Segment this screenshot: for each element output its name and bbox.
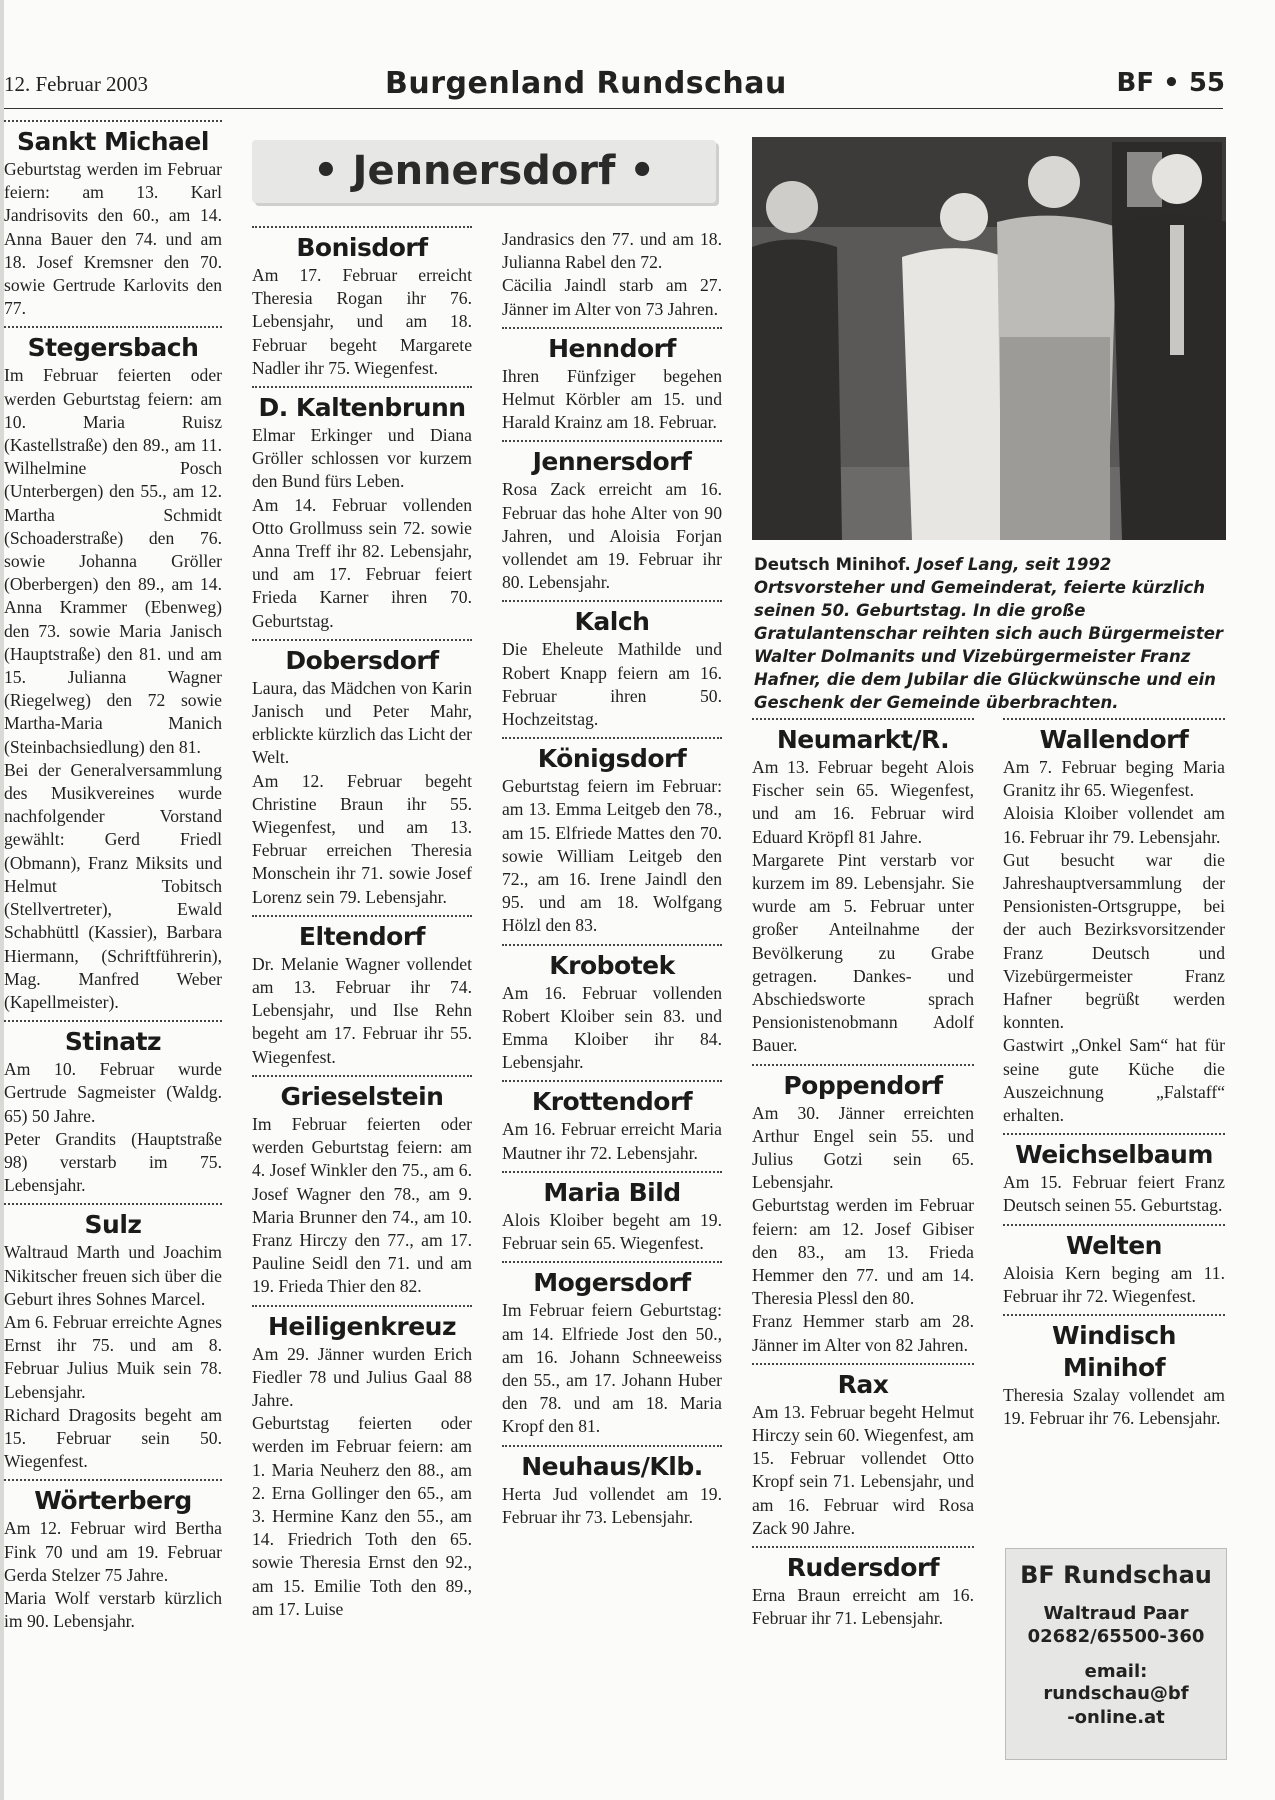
- contact-name: Waltraud Paar: [1043, 1603, 1189, 1624]
- section-dobersdorf: [252, 639, 472, 909]
- section-heading: Wallendorf: [1039, 725, 1189, 754]
- section-heading: Weichselbaum: [1015, 1140, 1213, 1170]
- contact-email-line-2: -online.at: [1067, 1707, 1165, 1728]
- section-paragraph: Im Februar feierten oder werden Geburtstag feiern: am 4. Josef Winkler den 75., am 6. Josef Wagner den 78., am 9. Maria Brunner den 74., am 10. Franz Hirczy den 77., am 17. Pauline Seidl den 71. und am 19. Frieda Thier den 82.: [252, 1113, 472, 1297]
- section-heading: Wörterberg: [34, 1486, 192, 1516]
- section-rax: [752, 1363, 974, 1540]
- section-paragraph: Am 10. Februar wurde Gertrude Sagmeister (Waldg. 65) 50 Jahre.: [4, 1059, 222, 1126]
- contact-brand: BF Rundschau: [1020, 1561, 1212, 1589]
- section-heading: Maria Bild: [543, 1177, 681, 1207]
- section-eltendorf: [252, 915, 472, 1069]
- section-wallendorf: [1003, 718, 1225, 1127]
- section-paragraph: Gastwirt „Onkel Sam“ hat für seine gute Küche die Auszeichnung „Falstaff“ erhalten.: [1003, 1035, 1225, 1126]
- section-heading: Neuhaus/Klb.: [521, 1451, 703, 1481]
- section-paragraph: Im Februar feierten oder werden Geburtstag feiern: am 10. Maria Ruisz (Kastellstraße) den 89., am 11. Wilhelmine Posch (Unterbergen) den 55., am 12. Martha Schmidt (Schoaderstraße) den 76. sowie Johanna Gröller (Oberbergen) den 89., am 14. Anna Krammer (Ebenweg) den 73. sowie Maria Janisch (Hauptstraße) den 81. und am 15. Julianna Wagner (Riegelweg) den 72 sowie Martha-Maria Manich (Steinbachsiedlung) den 81.: [4, 365, 222, 757]
- section-paragraph: Peter Grandits (Hauptstraße 98) verstarb im 75. Lebensjahr.: [4, 1128, 222, 1196]
- section-heading: Henndorf: [548, 333, 676, 363]
- caption-text: Josef Lang, seit 1992 Ortsvorsteher und Gemeinderat, feierte kürzlich seinen 50. Geburtstag. In die große Gratulantenschar reihten sich auch Bürgermeister Walter Dolmanits und Vizebürgermeister Franz Hafner, die dem Jubilar die Glückwünsche und ein Geschenk der Gemeinde überbrachten.: [754, 555, 1224, 712]
- section-poppendorf: [752, 1064, 974, 1357]
- section-paragraph: Geburtstag werden im Februar feiern: am 12. Josef Gibiser den 83., am 13. Frieda Hemmer den 77. und am 14. Theresia Plessl den 80.: [752, 1195, 974, 1309]
- section-bonisdorf: [252, 226, 472, 380]
- caption-lead: Deutsch Minihof.: [754, 555, 911, 574]
- section-paragraph: Waltraud Marth und Joachim Nikitscher freuen sich über die Geburt ihres Sohnes Marcel.: [4, 1242, 222, 1309]
- section-paragraph: Am 15. Februar feiert Franz Deutsch seinen 55. Geburtstag.: [1003, 1172, 1225, 1216]
- section-heading: Krottendorf: [531, 1087, 693, 1117]
- section-paragraph: Am 13. Februar begeht Helmut Hirczy sein 60. Wiegenfest, am 15. Februar vollendet Otto Kropf sein 71. Lebensjahr, und am 16. Februar wird Rosa Zack 90 Jahre.: [752, 1401, 974, 1538]
- newspaper-title: Burgenland Rundschau: [385, 66, 787, 101]
- section-windisch-minihof: [1003, 1314, 1225, 1430]
- section-paragraph: Theresia Szalay vollendet am 19. Februar ihr 76. Lebensjahr.: [1003, 1385, 1225, 1429]
- section-stegersbach: [4, 326, 222, 1014]
- section-sankt-michael: [4, 120, 222, 320]
- section-paragraph: Die Eheleute Mathilde und Robert Knapp feiern am 16. Februar ihren 50. Hochzeitstag.: [502, 639, 722, 730]
- section-heading: Windisch Minihof: [1052, 1321, 1176, 1383]
- section-paragraph: Am 6. Februar erreichte Agnes Ernst ihr 75. und am 8. Februar Julius Muik sein 78. Lebensjahr.: [4, 1311, 222, 1402]
- section-paragraph: Am 30. Jänner erreichten Arthur Engel sein 55. und Julius Gotzi sein 65. Lebensjahr.: [752, 1102, 974, 1193]
- section-paragraph: Am 17. Februar erreicht Theresia Rogan ihr 76. Lebensjahr, und am 18. Februar begeht Margarete Nadler ihr 75. Wiegenfest.: [252, 265, 472, 378]
- section-heading: Dobersdorf: [285, 645, 439, 675]
- section-paragraph: Am 12. Februar begeht Christine Braun ihr 55. Wiegenfest, und am 13. Februar erreichen Theresia Monschein ihr 71. sowie Josef Lorenz sein 79. Lebensjahr.: [252, 770, 472, 907]
- section-konigsdorf: [502, 737, 722, 937]
- contact-email-label: email:: [1084, 1661, 1148, 1682]
- contact-email-line-1: rundschau@bf: [1043, 1683, 1189, 1704]
- column-2: [252, 226, 472, 1621]
- section-paragraph: Im Februar feiern Geburtstag: am 14. Elfriede Jost den 50., am 16. Johann Schneeweiss den 55., am 17. Johann Huber den 78. und am 18. Maria Kropf den 81.: [502, 1300, 722, 1437]
- page-number: BF • 55: [1116, 68, 1225, 98]
- section-heading: D. Kaltenbrunn: [258, 393, 466, 423]
- section-heading: Rax: [837, 1369, 889, 1399]
- section-paragraph: Am 29. Jänner wurden Erich Fiedler 78 und Julius Gaal 88 Jahre.: [252, 1343, 472, 1410]
- section-heading: Poppendorf: [783, 1070, 943, 1100]
- section-heading: Neumarkt/R.: [776, 725, 950, 754]
- section-mogersdorf: [502, 1261, 722, 1438]
- section-paragraph: Geburtstag feierten oder werden im Februar feiern: am 1. Maria Neuherz den 88., am 2. Erna Gollinger den 65., am 3. Hermine Kanz den 55., am 14. Friedrich Toth den 65. sowie Theresia Ernst den 92., am 15. Emilie Toth den 89., am 17. Luise: [252, 1413, 472, 1619]
- section-henndorf: [502, 327, 722, 435]
- section-paragraph: Cäcilia Jaindl starb am 27. Jänner im Alter von 73 Jahren.: [502, 275, 722, 319]
- section-paragraph: Am 16. Februar erreicht Maria Mautner ihr 72. Lebensjahr.: [502, 1119, 722, 1163]
- district-banner: • Jennersdorf •: [252, 140, 716, 203]
- section-neumarkt-r: [752, 718, 974, 1058]
- section-neuhaus-klb: [502, 1445, 722, 1529]
- photo-deutsch-minihof: [752, 137, 1226, 540]
- section-heading: Kalch: [574, 607, 650, 637]
- section-paragraph: Am 7. Februar beging Maria Granitz ihr 65. Wiegenfest.: [1003, 757, 1225, 801]
- section-paragraph: Alois Kloiber begeht am 19. Februar sein 65. Wiegenfest.: [502, 1209, 722, 1254]
- column-1: [4, 120, 222, 1633]
- section-heading: Jennersdorf: [532, 447, 692, 477]
- section-heiligenkreuz: [252, 1305, 472, 1621]
- section-paragraph: Rosa Zack erreicht am 16. Februar das hohe Alter von 90 Jahren, und Aloisia Forjan vollendet am 19. Februar ihr 80. Lebensjahr.: [502, 479, 722, 593]
- section-heading: Sankt Michael: [17, 127, 209, 156]
- section-heading: Mogersdorf: [533, 1268, 691, 1298]
- section-stinatz: [4, 1020, 222, 1197]
- contact-box: [1005, 1548, 1227, 1760]
- column-5: [1003, 718, 1225, 1430]
- section-paragraph: Am 13. Februar begeht Alois Fischer sein 65. Wiegenfest, und am 16. Februar wird Eduard Kröpfl 81 Jahre.: [752, 757, 974, 847]
- section-paragraph: Richard Dragosits begeht am 15. Februar sein 50. Wiegenfest.: [4, 1404, 222, 1472]
- photo-caption: [754, 553, 1224, 714]
- section-paragraph: Am 14. Februar vollenden Otto Grollmuss sein 72. sowie Anna Treff ihr 82. Lebensjahr, und am 17. Februar feiert Frieda Karner ihren 70. Geburtstag.: [252, 494, 472, 631]
- section-paragraph: Franz Hemmer starb am 28. Jänner im Alter von 82 Jahren.: [752, 1311, 974, 1355]
- section-paragraph: Ihren Fünfziger begehen Helmut Körbler am 15. und Harald Krainz am 18. Februar.: [502, 365, 722, 433]
- section-paragraph: Jandrasics den 77. und am 18. Julianna Rabel den 72.: [502, 229, 722, 273]
- section-sulz: [4, 1203, 222, 1473]
- section-paragraph: Geburtstag feiern im Februar: am 13. Emma Leitgeb den 78., am 15. Elfriede Mattes den 70. sowie William Leitgeb den 72., am 16. Irene Jaindl den 95. und am 18. Wolfgang Hölzl den 83.: [502, 776, 722, 936]
- section-paragraph: Geburtstag werden im Februar feiern: am 13. Karl Jandrisovits den 60., am 14. Anna Bauer den 74. und am 18. Josef Kremsner den 70. sowie Gertrude Karlovits den 77.: [4, 159, 222, 319]
- section-paragraph: Herta Jud vollendet am 19. Februar ihr 73. Lebensjahr.: [502, 1483, 722, 1527]
- section-paragraph: Dr. Melanie Wagner vollendet am 13. Februar ihr 74. Lebensjahr, und Ilse Rehn begeht am 17. Februar ihr 55. Wiegenfest.: [252, 953, 472, 1067]
- section-worterberg: [4, 1479, 222, 1633]
- section-heading: Königsdorf: [537, 744, 687, 774]
- section-heading: Sulz: [84, 1210, 142, 1240]
- section-krobotek: [502, 944, 722, 1075]
- section-heading: Heiligenkreuz: [268, 1311, 456, 1341]
- section-welten: [1003, 1224, 1225, 1308]
- section-paragraph: Bei der Generalversammlung des Musikvereines wurde nachfolgender Vorstand gewählt: Gerd Friedl (Obmann), Franz Miksits und Helmut Tobitsch (Stellvertreter), Ewald Schabhüttl (Kassier), Barbara Hiermann, (Schriftführerin), Mag. Manfred Weber (Kapellmeister).: [4, 759, 222, 1012]
- contact-phone: 02682/65500-360: [1027, 1626, 1205, 1647]
- section-jennersdorf: [502, 440, 722, 594]
- section-heading: Rudersdorf: [786, 1553, 940, 1583]
- section-heading: Stinatz: [64, 1027, 162, 1057]
- section-paragraph: Aloisia Kern beging am 11. Februar ihr 72. Wiegenfest.: [1003, 1262, 1225, 1306]
- section-paragraph: Maria Wolf verstarb kürzlich im 90. Lebensjahr.: [4, 1587, 222, 1632]
- section-heading: Krobotek: [549, 950, 675, 980]
- section-heading: Welten: [1066, 1230, 1162, 1260]
- section-maria-bild: [502, 1171, 722, 1255]
- section-weichselbaum: [1003, 1133, 1225, 1217]
- section-rudersdorf: [752, 1546, 974, 1630]
- section-paragraph: Erna Braun erreicht am 16. Februar ihr 71. Lebensjahr.: [752, 1585, 974, 1629]
- section-paragraph: Am 12. Februar wird Bertha Fink 70 und am 19. Februar Gerda Stelzer 75 Jahre.: [4, 1518, 222, 1585]
- section-heading: Eltendorf: [298, 921, 426, 951]
- section-paragraph: Elmar Erkinger und Diana Gröller schlossen vor kurzem den Bund fürs Leben.: [252, 425, 472, 492]
- section-paragraph: Laura, das Mädchen von Karin Janisch und Peter Mahr, erblickte kürzlich das Licht der Welt.: [252, 677, 472, 768]
- column-3: [502, 228, 722, 1529]
- issue-date: 12. Februar 2003: [4, 72, 149, 96]
- section-paragraph: Margarete Pint verstarb vor kurzem im 89. Lebensjahr. Sie wurde am 5. Februar unter großer Anteilnahme der Bevölkerung zu Grabe getragen. Dankes- und Abschiedsworte sprach Pensionistenobmann Adolf Bauer.: [752, 849, 974, 1056]
- section-paragraph: Am 16. Februar vollenden Robert Kloiber sein 83. und Emma Kloiber ihr 84. Lebensjahr.: [502, 982, 722, 1073]
- section-paragraph: Aloisia Kloiber vollendet am 16. Februar ihr 79. Lebensjahr.: [1003, 803, 1225, 847]
- section-kalch: [502, 600, 722, 731]
- header-rule: [4, 108, 1223, 109]
- section-heading: Stegersbach: [27, 333, 199, 363]
- section-heading: Bonisdorf: [296, 233, 428, 262]
- section-d-kaltenbrunn: [252, 386, 472, 633]
- column-4: [752, 718, 974, 1631]
- section-heading: Grieselstein: [280, 1081, 444, 1111]
- section-continued: [502, 228, 722, 321]
- photo-illustration: [752, 137, 1226, 540]
- section-krottendorf: [502, 1080, 722, 1164]
- section-grieselstein: [252, 1075, 472, 1299]
- section-paragraph: Gut besucht war die Jahreshauptversammlung der Pensionisten-Ortsgruppe, bei der auch Bezirksvorsitzender Franz Deutsch und Vizebürgermeister Franz Hafner begrüßt werden konnten.: [1003, 849, 1225, 1033]
